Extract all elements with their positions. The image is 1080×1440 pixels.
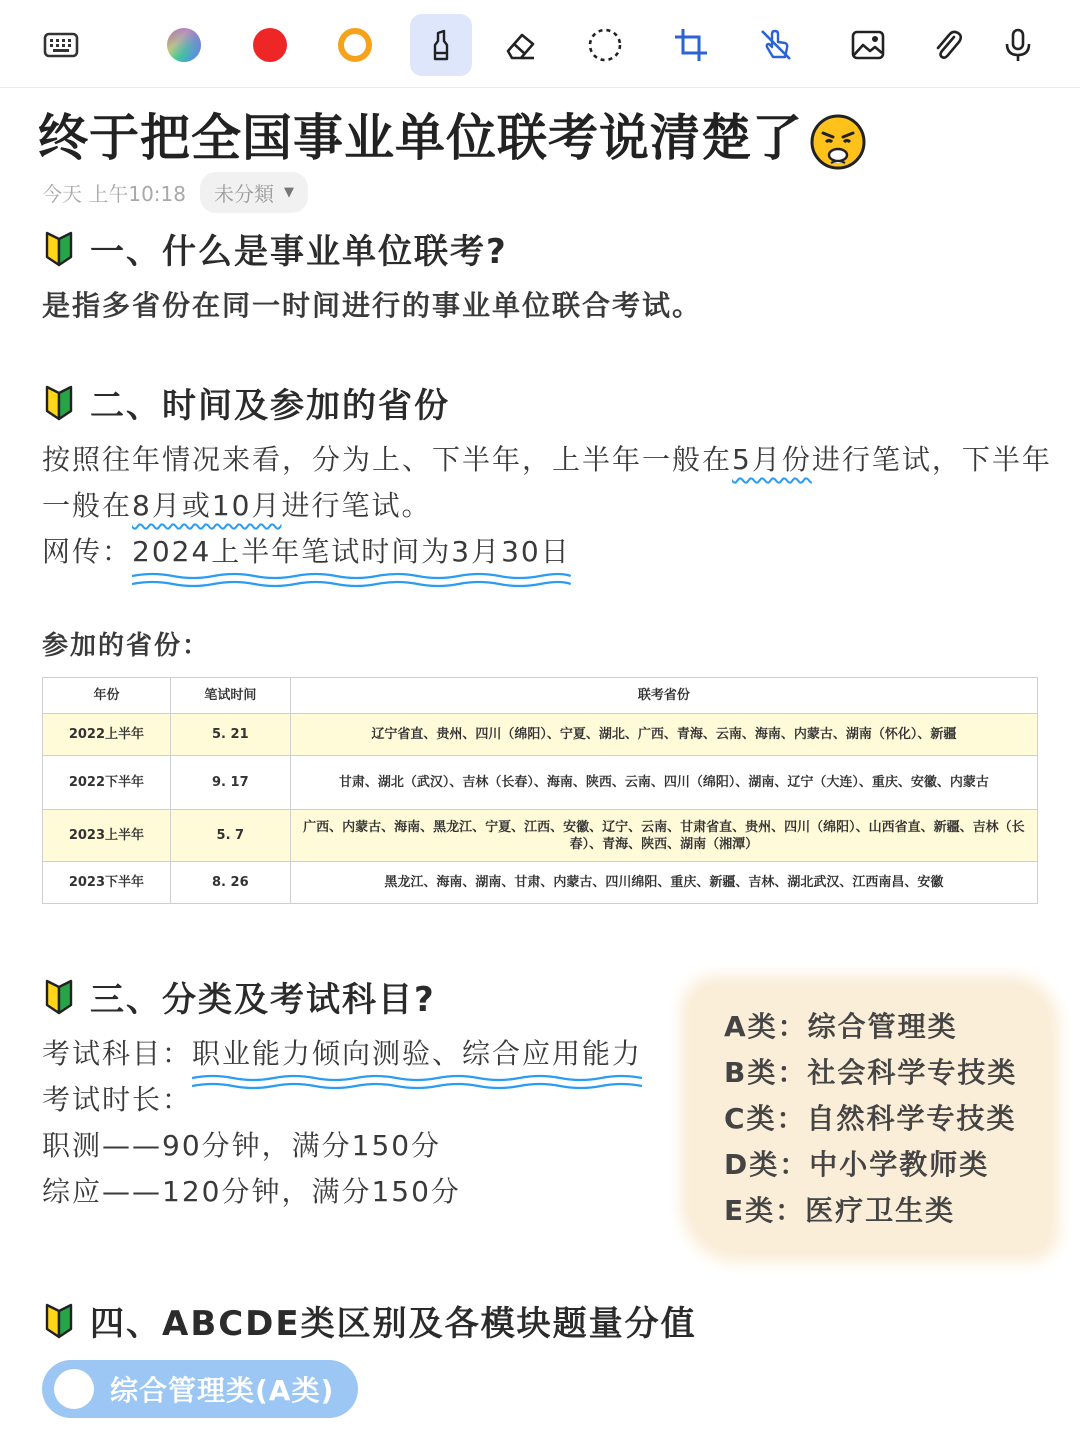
image-icon[interactable]: [837, 14, 899, 76]
section-heading-2: [44, 378, 450, 427]
subjects-label: 考试科目：: [42, 1037, 193, 1070]
section-title: 一、什么是事业单位联考?: [90, 232, 508, 272]
rumor-value: 2024上半年笔试时间为3月30日: [132, 535, 571, 568]
text-run: 一般在: [42, 489, 133, 522]
touch-off-icon[interactable]: [745, 14, 807, 76]
text-run: 进行笔试，下半年: [811, 443, 1052, 476]
note-title[interactable]: [38, 98, 867, 171]
column-header: 年份: [43, 678, 171, 714]
section-2-line-1: [42, 438, 1052, 478]
category-a-toggle[interactable]: [42, 1360, 358, 1418]
toggle-knob: [54, 1369, 94, 1409]
column-header: 笔试时间: [170, 678, 290, 714]
beginner-mark-icon: [44, 231, 74, 267]
highlight-aug-oct: 8月或10月: [132, 489, 282, 522]
text-run: 按照往年情况来看，分为上、下半年，上半年一般在: [42, 443, 733, 476]
eraser-icon[interactable]: [489, 14, 551, 76]
marker-icon[interactable]: [410, 14, 472, 76]
category-item: D类：中小学教师类: [724, 1148, 990, 1181]
section-heading-1: [44, 224, 508, 273]
section-title: 二、时间及参加的省份: [90, 386, 450, 426]
exam-rumor-line: [42, 530, 571, 570]
rumor-date-highlight: [132, 530, 571, 570]
drawing-toolbar: [0, 0, 1080, 88]
section-heading-4: [44, 1296, 697, 1345]
column-header: 联考省份: [290, 678, 1037, 714]
table-row: [43, 810, 1038, 862]
chevron-down-icon: ▼: [284, 185, 294, 200]
duration-line-2: 综应——120分钟，满分150分: [42, 1175, 461, 1208]
attachment-icon[interactable]: [916, 14, 978, 76]
date-cell: 5. 7: [170, 810, 290, 862]
table-row: [43, 756, 1038, 810]
table-row: [43, 714, 1038, 756]
angry-face-icon: [809, 113, 867, 171]
beginner-mark-icon: [44, 385, 74, 421]
keyboard-icon[interactable]: [30, 14, 92, 76]
date-cell: 8. 26: [170, 862, 290, 904]
category-item: E类：医疗卫生类: [724, 1194, 956, 1227]
category-item: B类：社会科学专技类: [724, 1056, 1018, 1089]
highlight-may: 5月份: [732, 443, 812, 476]
crop-icon[interactable]: [660, 14, 722, 76]
category-item: A类：综合管理类: [724, 1010, 958, 1043]
section-1-body: 是指多省份在同一时间进行的事业单位联合考试。: [42, 289, 703, 322]
note-timestamp: 今天 上午10:18: [42, 182, 186, 206]
text-run: 进行笔试。: [281, 489, 432, 522]
orange-ring-icon[interactable]: [324, 14, 386, 76]
section-title: 三、分类及考试科目?: [90, 980, 436, 1020]
color-wheel-icon[interactable]: [153, 14, 215, 76]
category-item: C类：自然科学专技类: [724, 1102, 1017, 1135]
rumor-label: 网传：: [42, 535, 133, 568]
year-cell: 2022上半年: [43, 714, 171, 756]
category-list: [724, 1004, 1017, 1234]
duration-line-1: 职测——90分钟，满分150分: [42, 1129, 442, 1162]
note-title-text: 终于把全国事业单位联考说清楚了: [38, 109, 803, 167]
exam-schedule-table: [42, 677, 1038, 904]
date-cell: 5. 21: [170, 714, 290, 756]
subjects-highlight: [192, 1032, 642, 1072]
year-cell: 2022下半年: [43, 756, 171, 810]
note-meta: [42, 172, 308, 213]
table-header-row: [43, 678, 1038, 714]
year-cell: 2023上半年: [43, 810, 171, 862]
year-cell: 2023下半年: [43, 862, 171, 904]
section-heading-3: [44, 972, 436, 1021]
category-label: 未分類: [214, 182, 274, 206]
duration-label: 考试时长：: [42, 1083, 193, 1116]
section-2-line-2: [42, 484, 431, 524]
beginner-mark-icon: [44, 1303, 74, 1339]
provinces-cell: 辽宁省直、贵州、四川（绵阳）、宁夏、湖北、广西、青海、云南、海南、内蒙古、湖南（怀化）、新疆: [290, 714, 1037, 756]
subjects-line: [42, 1032, 642, 1072]
provinces-cell: 广西、内蒙古、海南、黑龙江、宁夏、江西、安徽、辽宁、云南、甘肃省直、贵州、四川（绵阳）、山西省直、新疆、吉林（长春）、青海、陕西、湖南（湘潭）: [290, 810, 1037, 862]
provinces-label: 参加的省份：: [42, 631, 211, 661]
red-color-icon[interactable]: [239, 14, 301, 76]
provinces-cell: 黑龙江、海南、湖南、甘肃、内蒙古、四川绵阳、重庆、新疆、吉林、湖北武汉、江西南昌、安徽: [290, 862, 1037, 904]
microphone-icon[interactable]: [987, 14, 1049, 76]
date-cell: 9. 17: [170, 756, 290, 810]
subjects-value: 职业能力倾向测验、综合应用能力: [192, 1037, 643, 1070]
table-row: [43, 862, 1038, 904]
beginner-mark-icon: [44, 979, 74, 1015]
section-title: 四、ABCDE类区别及各模块题量分值: [90, 1304, 697, 1344]
toggle-label: 综合管理类(A类): [110, 1374, 335, 1407]
provinces-cell: 甘肃、湖北（武汉）、吉林（长春）、海南、陕西、云南、四川（绵阳）、湖南、辽宁（大连）、重庆、安徽、内蒙古: [290, 756, 1037, 810]
lasso-icon[interactable]: [574, 14, 636, 76]
category-dropdown[interactable]: [200, 172, 308, 213]
